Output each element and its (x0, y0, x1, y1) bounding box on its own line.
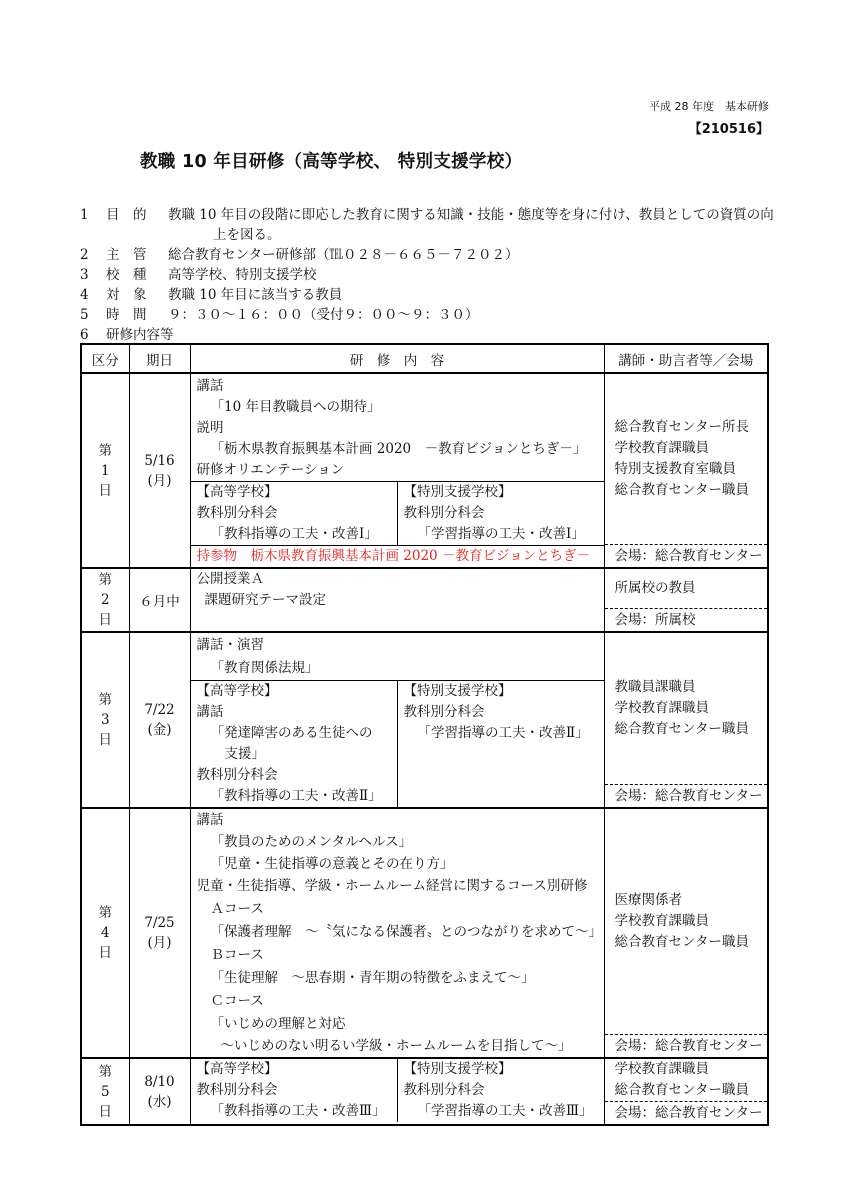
text-line: 講話 (196, 812, 224, 828)
content-line: 研修オリエンテーション (196, 462, 345, 478)
text-line: 「発達障害のある生徒への (210, 725, 373, 741)
content-line: 講話 (196, 378, 224, 394)
text-line: 7/22 (144, 702, 175, 718)
day1-lecturers (604, 373, 768, 568)
text-line: 総合教育センター職員 (614, 1082, 749, 1098)
day1-venue: 会場：総合教育センター (605, 544, 768, 567)
text-line: 総合教育センター所長 (614, 419, 749, 435)
day4-kubun (81, 808, 129, 1058)
text-line: 5/16 (144, 452, 175, 469)
item-contents (80, 323, 174, 343)
text-line: 2 (100, 592, 110, 608)
item-school-type (80, 263, 317, 283)
day2-venue: 会場：所属校 (605, 608, 768, 631)
text-line: Ｃコース (210, 993, 264, 1009)
text-line: 教科別分科会 (403, 704, 485, 720)
item-number: 1 (80, 207, 89, 223)
text-line: (金) (147, 722, 172, 738)
text-line: 3 (100, 712, 110, 728)
text-line: 第 (98, 1063, 112, 1080)
text-line: 日 (98, 612, 112, 628)
text-line: 教科別分科会 (403, 1082, 485, 1098)
text-line: 支援」 (224, 746, 265, 762)
text-line: (水) (147, 1093, 172, 1110)
day1-split (191, 481, 604, 545)
item-number: 6 (80, 327, 89, 343)
text-line: 第 (98, 905, 112, 921)
text-line: 第 (98, 572, 112, 588)
text-line: 学校教育課職員 (614, 440, 709, 456)
text-line: 【特別支援学校】 (403, 484, 512, 500)
header-lecturer: 講師・助言者等／会場 (604, 344, 768, 373)
day2-kubun (81, 568, 129, 632)
text-line: 第 (98, 442, 112, 459)
item-target (80, 283, 342, 303)
item-text: ９：３０～１６：００（受付９：００～９：３０） (168, 307, 479, 323)
text-line: 4 (100, 925, 110, 941)
text-line: 教科別分科会 (196, 767, 278, 783)
text-line: 「学習指導の工夫・改善Ⅱ」 (417, 725, 589, 741)
text-line: 教職員課職員 (614, 679, 696, 695)
text-line: 特別支援教育室職員 (614, 461, 736, 477)
text-line: 【高等学校】 (196, 484, 278, 500)
text-line: ～いじめのない明るい学級・ホームルームを目指して～」 (220, 1038, 572, 1054)
table-header-row (81, 344, 768, 373)
text-line: 「教科指導の工夫・改善Ⅱ」 (210, 788, 382, 804)
text-line: 総合教育センター職員 (614, 934, 749, 950)
table-row-day5 (81, 1058, 768, 1125)
day3-kubun (81, 632, 129, 808)
day4-content (190, 808, 604, 1058)
text-line: 教科別分科会 (403, 505, 485, 521)
day1-highschool (191, 482, 398, 545)
text-line: 学校教育課職員 (614, 1061, 709, 1077)
text-line: (月) (147, 472, 172, 489)
text-line: 【特別支援学校】 (403, 1061, 512, 1077)
day5-lecturers (604, 1058, 768, 1125)
text-line: 総合教育センター職員 (614, 482, 749, 498)
text-line: 7/25 (144, 915, 175, 931)
text-line: 日 (98, 732, 112, 748)
day1-kubun (81, 373, 129, 568)
text-line: 【特別支援学校】 (403, 683, 512, 699)
text-line: 「教育関係法規」 (210, 660, 319, 676)
text-line: (月) (147, 935, 172, 951)
text-line: 「教科指導の工夫・改善Ⅰ」 (210, 526, 378, 542)
text-line: 講話・演習 (196, 637, 264, 653)
day5-highschool (191, 1059, 398, 1122)
day4-lecturers (604, 808, 768, 1058)
item-label: 校 種 (106, 267, 147, 283)
item-purpose (80, 203, 774, 223)
text-line: 第 (98, 692, 112, 708)
day4-date (129, 808, 190, 1058)
day3-special (398, 681, 604, 807)
text-line: 課題研究テーマ設定 (204, 592, 326, 608)
schedule-table (80, 343, 769, 1126)
item-time (80, 303, 479, 323)
day5-split (191, 1059, 604, 1122)
table-row-day4 (81, 808, 768, 1058)
course-code: 【210516】 (688, 122, 769, 137)
text-line: 【高等学校】 (196, 1061, 278, 1077)
item-text: 総合教育センター研修部（℡０２８－６６５－７２０２） (168, 247, 519, 263)
day3-content (190, 632, 604, 808)
page-title: 教職 10 年目研修（高等学校、 特別支援学校） (140, 152, 523, 172)
day3-lecturers (604, 632, 768, 808)
item-label: 主 管 (106, 247, 147, 263)
day1-date (129, 373, 190, 568)
header-date: 期日 (129, 344, 190, 373)
item-text: 高等学校、特別支援学校 (168, 267, 317, 283)
day3-date (129, 632, 190, 808)
text-line: 5 (100, 1083, 110, 1100)
header-kubun: 区分 (81, 344, 129, 373)
text-line: 「教員のためのメンタルヘルス」 (210, 834, 413, 850)
text-line: 日 (98, 1103, 112, 1120)
text-line: 学校教育課職員 (614, 700, 709, 716)
text-line: 日 (98, 945, 112, 961)
content-line: 「栃木県教育振興基本計画 2020 －教育ビジョンとちぎ－」 (210, 441, 587, 457)
day5-kubun (81, 1058, 129, 1125)
item-purpose-cont: 上を図る。 (213, 227, 281, 243)
day1-bring-items: 持参物 栃木県教育振興基本計画 2020 －教育ビジョンとちぎ－ (191, 545, 604, 567)
item-organizer (80, 243, 518, 263)
text-line: 【高等学校】 (196, 683, 278, 699)
item-text: 教職 10 年目の段階に即応した教育に関する知識・技能・態度等を身に付け、教員としての資質の向 (168, 207, 774, 223)
item-label: 目 的 (106, 207, 147, 223)
text-line: 「学習指導の工夫・改善Ⅲ」 (417, 1103, 593, 1119)
fiscal-year-label: 平成 28 年度 基本研修 (649, 100, 769, 113)
day5-special (398, 1059, 604, 1122)
item-label: 時 間 (106, 307, 147, 323)
text-line: 「学習指導の工夫・改善Ⅰ」 (417, 526, 585, 542)
text-line: 1 (100, 462, 110, 479)
item-number: 4 (80, 287, 89, 303)
item-number: 2 (80, 247, 89, 263)
item-number: 5 (80, 307, 89, 323)
table-row-day1 (81, 373, 768, 568)
text-line: 8/10 (144, 1073, 175, 1090)
day4-venue: 会場：総合教育センター (605, 1034, 768, 1057)
day5-date (129, 1058, 190, 1125)
item-number: 3 (80, 267, 89, 283)
text-line: ６月中 (139, 594, 180, 610)
day3-highschool (191, 681, 398, 807)
content-line: 「10 年目教職員への期待」 (210, 399, 381, 415)
text-line: 「保護者理解 ～〝気になる保護者〟とのつながりを求めて～」 (210, 924, 602, 940)
text-line: 教科別分科会 (196, 505, 278, 521)
header-content: 研 修 内 容 (190, 344, 604, 373)
day2-date (129, 568, 190, 632)
text-line: Ａコース (210, 901, 264, 917)
text-line: 「教科指導の工夫・改善Ⅲ」 (210, 1103, 386, 1119)
day2-content (190, 568, 604, 632)
day3-split (191, 680, 604, 807)
item-label: 研修内容等 (106, 327, 174, 343)
table-row-day2 (81, 568, 768, 632)
day3-venue: 会場：総合教育センター (605, 784, 768, 807)
text-line: 「児童・生徒指導の意義とその在り方」 (210, 856, 454, 872)
text-line: 講話 (196, 704, 224, 720)
text-line: 所属校の教員 (614, 580, 696, 596)
text-line: 「生徒理解 ～思春期・青年期の特徴をふまえて～」 (210, 970, 535, 986)
content-line: 説明 (196, 420, 224, 436)
text-line: Ｂコース (210, 947, 264, 963)
table-row-day3 (81, 632, 768, 808)
text-line: 児童・生徒指導、学級・ホームルーム経営に関するコース別研修 (196, 878, 588, 894)
text-line: 教科別分科会 (196, 1082, 278, 1098)
text-line: 総合教育センター職員 (614, 721, 749, 737)
text-line: 学校教育課職員 (614, 913, 709, 929)
day1-special (398, 482, 604, 545)
text-line: 公開授業Ａ (196, 571, 264, 587)
day5-venue: 会場：総合教育センター (605, 1101, 768, 1124)
day5-content (190, 1058, 604, 1125)
item-text: 教職 10 年目に該当する教員 (168, 287, 343, 303)
day2-lecturers (604, 568, 768, 632)
day1-content (190, 373, 604, 568)
text-line: 「いじめの理解と対応 (210, 1016, 346, 1032)
text-line: 医療関係者 (614, 892, 682, 908)
text-line: 日 (98, 482, 112, 499)
item-label: 対 象 (106, 287, 147, 303)
